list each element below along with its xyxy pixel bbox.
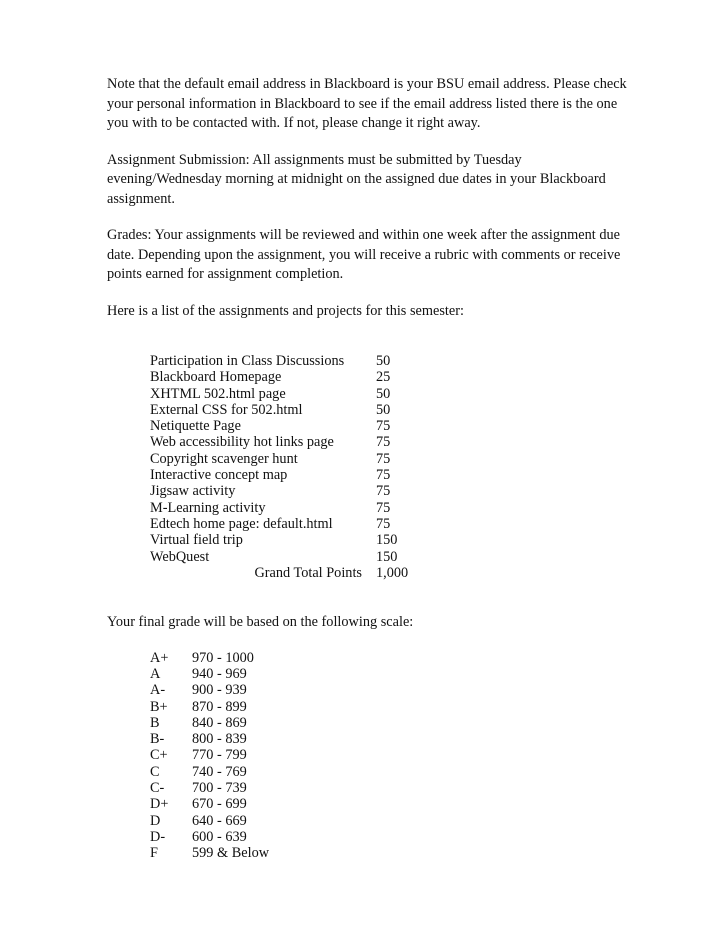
assignment-points: 75 [376, 418, 391, 435]
assignment-row [150, 402, 408, 418]
grand-total-row [150, 565, 408, 581]
grade-range: 900 - 939 [192, 682, 247, 699]
assignment-row [150, 386, 408, 402]
letter-grade: D [150, 812, 161, 829]
letter-grade: B+ [150, 698, 168, 715]
letter-grade: D- [150, 828, 166, 845]
assignment-row [150, 467, 408, 483]
assignment-points: 75 [376, 499, 391, 516]
assignment-name: Netiquette Page [150, 418, 241, 435]
assignment-points: 50 [376, 401, 391, 418]
assignment-name: Virtual field trip [150, 532, 243, 549]
grade-range: 940 - 969 [192, 665, 247, 682]
grade-range: 600 - 639 [192, 828, 247, 845]
grand-total-points: 1,000 [376, 564, 409, 581]
assignment-points: 25 [376, 369, 391, 386]
assignment-row [150, 532, 408, 548]
email-note-paragraph: Note that the default email address in Blackboard is your BSU email address. Please check your personal information in Blackboard to see if the email address listed there is the one you with to be contacted with. If not, please change it right away. [107, 76, 627, 131]
assignment-name: XHTML 502.html page [150, 385, 286, 402]
document-page [107, 75, 627, 862]
assignment-points: 50 [376, 353, 391, 369]
assignment-name: Jigsaw activity [150, 483, 236, 500]
assignment-points: 75 [376, 483, 391, 500]
grade-range: 770 - 799 [192, 747, 247, 764]
grade-scale-row [150, 650, 269, 666]
letter-grade: B- [150, 731, 165, 748]
grade-scale-row [150, 845, 269, 861]
assignment-name: M-Learning activity [150, 499, 266, 516]
assignment-row [150, 500, 408, 516]
grade-range: 800 - 839 [192, 731, 247, 748]
grade-scale-row [150, 731, 269, 747]
assignment-name: Copyright scavenger hunt [150, 450, 298, 467]
grade-scale-row [150, 699, 269, 715]
assignment-list-intro: Here is a list of the assignments and projects for this semester: [107, 302, 464, 319]
grade-scale-row [150, 715, 269, 731]
assignment-row [150, 353, 408, 369]
grade-scale-row [150, 829, 269, 845]
grade-range: 700 - 739 [192, 780, 247, 797]
grade-scale-row [150, 780, 269, 796]
letter-grade: C- [150, 780, 165, 797]
letter-grade: A [150, 665, 161, 682]
letter-grade: D+ [150, 796, 169, 813]
assignment-name: WebQuest [150, 548, 210, 565]
letter-grade: B [150, 714, 160, 731]
assignment-name: Interactive concept map [150, 467, 288, 484]
letter-grade: F [150, 845, 158, 862]
letter-grade: A- [150, 682, 166, 699]
assignment-points: 75 [376, 515, 391, 532]
assignment-row [150, 434, 408, 450]
grade-range: 870 - 899 [192, 698, 247, 715]
grade-scale-row [150, 764, 269, 780]
assignment-points: 150 [376, 548, 398, 565]
assignment-row [150, 516, 408, 532]
letter-grade: A+ [150, 649, 169, 666]
assignments-table [150, 353, 408, 581]
assignment-row [150, 369, 408, 385]
assignment-points: 50 [376, 385, 391, 402]
grade-scale-row [150, 813, 269, 829]
assignment-points: 75 [376, 434, 391, 451]
assignment-row [150, 451, 408, 467]
grade-range: 970 - 1000 [192, 649, 254, 666]
assignment-name: External CSS for 502.html [150, 401, 303, 418]
assignment-submission-paragraph: Assignment Submission: All assignments must be submitted by Tuesday evening/Wednesday morning at midnight on the assigned due dates in your Blackboard assignment. [107, 151, 606, 207]
grade-range: 670 - 699 [192, 796, 247, 813]
grade-range: 840 - 869 [192, 714, 247, 731]
assignment-name: Participation in Class Discussions [150, 353, 345, 369]
grade-scale-table [150, 650, 269, 862]
letter-grade: C+ [150, 747, 168, 764]
assignment-row [150, 549, 408, 565]
grand-total-label: Grand Total Points [254, 564, 362, 581]
assignment-name: Edtech home page: default.html [150, 515, 333, 532]
assignment-points: 75 [376, 450, 391, 467]
assignment-points: 75 [376, 467, 391, 484]
grades-paragraph: Grades: Your assignments will be reviewed and within one week after the assignment due date. Depending upon the assignment, you will receive a rubric with comments or receive points earned for assignment completion. [107, 227, 621, 282]
grade-scale-row [150, 747, 269, 763]
grade-scale-row [150, 666, 269, 682]
assignment-points: 150 [376, 532, 398, 549]
assignment-row [150, 483, 408, 499]
letter-grade: C [150, 763, 160, 780]
grade-scale-row [150, 796, 269, 812]
grade-range: 640 - 669 [192, 812, 247, 829]
assignment-name: Blackboard Homepage [150, 369, 282, 386]
grade-range: 740 - 769 [192, 763, 247, 780]
assignment-row [150, 418, 408, 434]
grade-scale-row [150, 682, 269, 698]
assignment-name: Web accessibility hot links page [150, 434, 334, 451]
grade-scale-intro: Your final grade will be based on the following scale: [107, 614, 414, 631]
grade-range: 599 & Below [192, 845, 270, 862]
